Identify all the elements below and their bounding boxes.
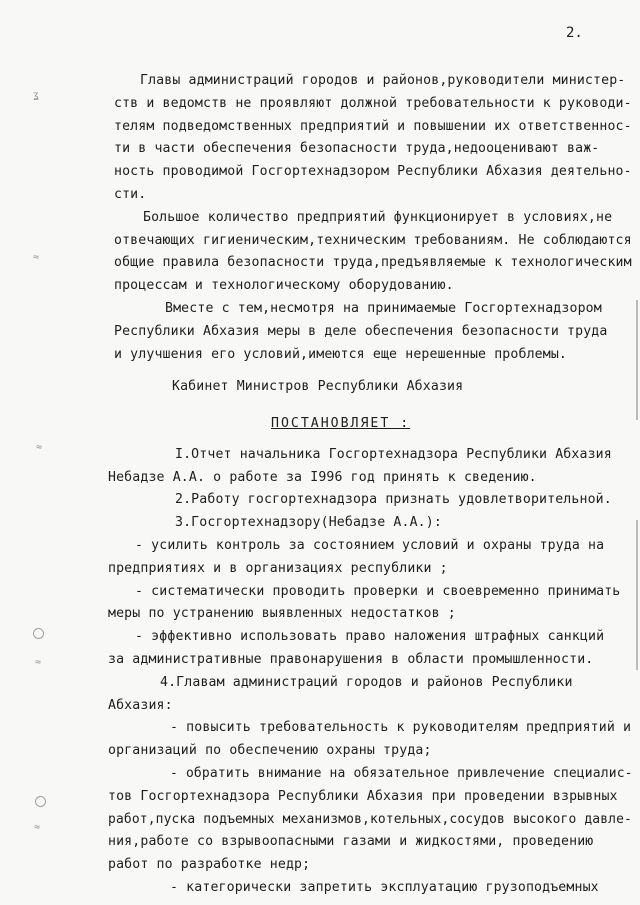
text-line: процессам и технологическому оборудованию. bbox=[114, 278, 454, 294]
text-line: предприятиях и в организациях республики ; bbox=[108, 560, 448, 576]
text-line: Большое количество предприятий функционирует в условиях,не bbox=[143, 209, 613, 225]
text-line: 4.Главам администраций городов и районов Республики bbox=[160, 674, 573, 690]
text-line: Республики Абхазия меры в деле обеспечения безопасности труда bbox=[114, 323, 608, 339]
text-line: меры по устранению выявленных недостатков ; bbox=[108, 606, 456, 622]
margin-mark: ʓ bbox=[33, 90, 40, 101]
resolves-heading: ПОСТАНОВЛЯЕТ : bbox=[271, 416, 411, 431]
text-line: - усилить контроль за состоянием условий и охраны труда на bbox=[135, 538, 605, 553]
text-line: ств и ведомств не проявляют должной требовательности к руководи- bbox=[114, 95, 632, 111]
text-line: I.Отчет начальника Госгортехнадзора Республики Абхазия bbox=[175, 446, 612, 462]
text-line: ния,работе со взрывоопасными газами и жидкостями, проведению bbox=[108, 834, 594, 850]
text-line: работ по разработке недр; bbox=[108, 857, 311, 873]
margin-mark: ≈ bbox=[34, 822, 41, 833]
text-line: тов Госгортехнадзора Республики Абхазия при проведении взрывных bbox=[108, 788, 618, 804]
text-line: организаций по обеспечению охраны труда; bbox=[108, 743, 432, 759]
text-line: 3.Госгортехнадзору(Небадзе А.А.): bbox=[175, 515, 442, 531]
edge-shadow bbox=[636, 520, 638, 670]
text-line: телям подведомственных предприятий и повышении их ответственнос- bbox=[114, 118, 632, 134]
text-line: - систематически проводить проверки и своевременно принимать bbox=[135, 583, 621, 599]
text-line: Абхазия: bbox=[108, 697, 173, 713]
text-line: Главы администраций городов и районов,руководители министер- bbox=[140, 73, 626, 88]
edge-shadow bbox=[636, 300, 638, 420]
text-line: сти. bbox=[114, 187, 147, 202]
text-line: Вместе с тем,несмотря на принимаемые Госгортехнадзором bbox=[165, 301, 602, 316]
page-number: 2. bbox=[566, 25, 583, 41]
text-line: ность проводимой Госгортехнадзором Республики Абхазия деятельно- bbox=[114, 164, 632, 180]
text-line: - обратить внимание на обязательное привлечение специалис- bbox=[170, 766, 633, 781]
text-line: за административные правонарушения в области промышленности. bbox=[108, 652, 594, 667]
text-line: Небадзе А.А. о работе за I996 год принять к сведению. bbox=[108, 469, 537, 485]
margin-mark: ≈ bbox=[35, 657, 42, 668]
cabinet-line: Кабинет Министров Республики Абхазия bbox=[172, 379, 464, 395]
text-line: отвечающих гигиеническим,техническим требованиям. Не соблюдаются bbox=[114, 232, 632, 248]
margin-mark: ≈ bbox=[36, 442, 43, 453]
margin-mark: ≈ bbox=[33, 252, 40, 263]
punch-hole bbox=[35, 796, 46, 807]
text-line: - категорически запретить эксплуатацию грузоподъемных bbox=[170, 880, 599, 895]
text-line: - эффективно использовать право наложения штрафных санкций bbox=[135, 629, 605, 645]
text-line: ти в части обеспечения безопасности труда,недооценивают важ- bbox=[114, 141, 600, 157]
text-line: 2.Работу госгортехнадзора признать удовлетворительной. bbox=[175, 492, 612, 508]
text-line: и улучшения его условий,имеются еще нерешенные проблемы. bbox=[114, 346, 568, 362]
text-line: общие правила безопасности труда,предъявляемые к технологическим bbox=[114, 255, 632, 271]
text-line: работ,пуска подъемных механизмов,котельных,сосудов высокого давле- bbox=[108, 811, 632, 827]
text-line: - повысить требовательность к руководителям предприятий и bbox=[170, 720, 632, 736]
punch-hole bbox=[33, 628, 44, 639]
